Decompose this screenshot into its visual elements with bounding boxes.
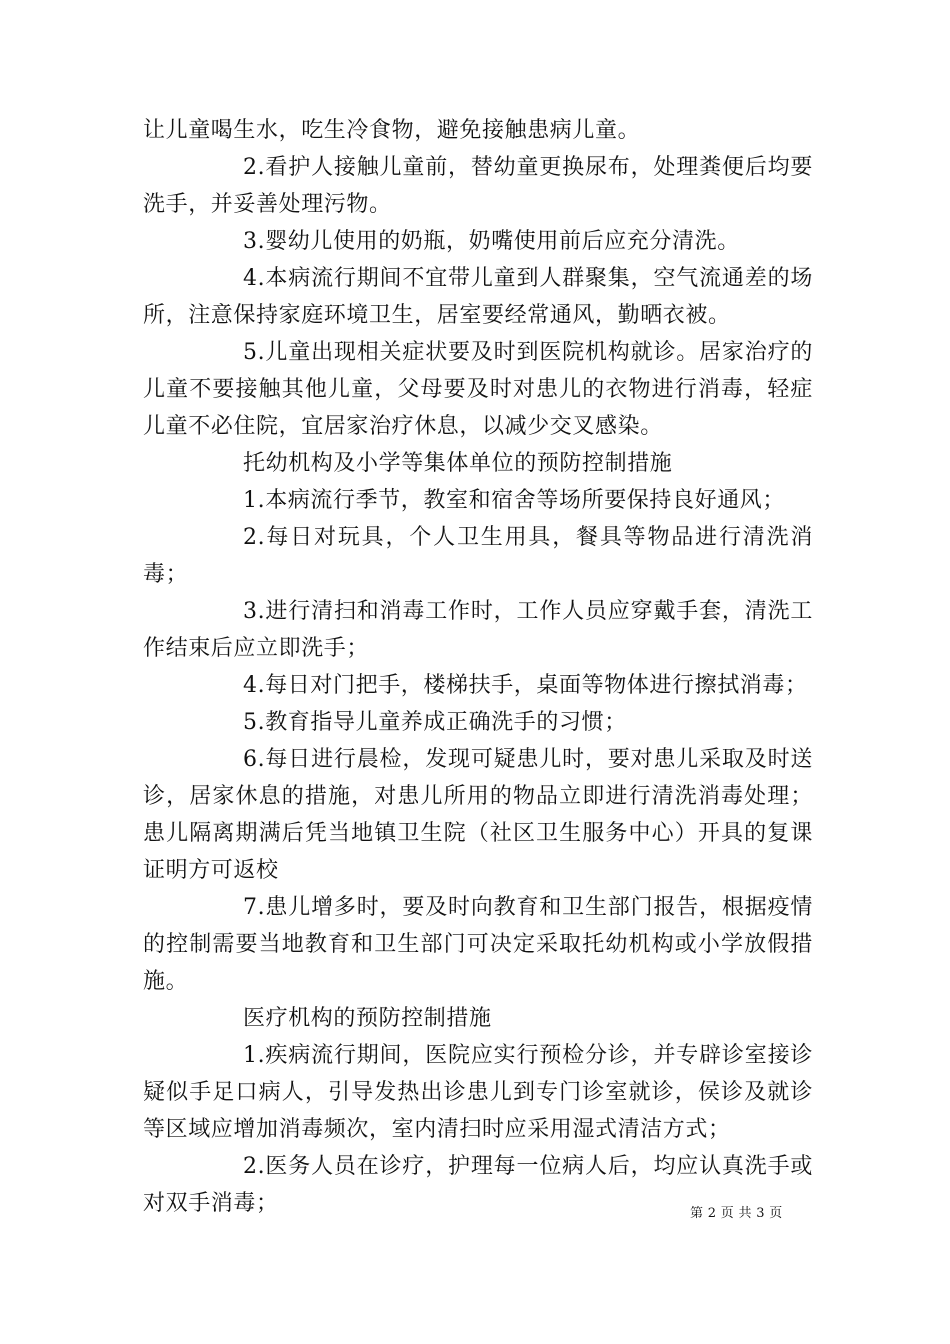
paragraph-3: 4.本病流行期间不宜带儿童到人群聚集，空气流通差的场所，注意保持家庭环境卫生，居室要经常通风，勤晒衣被。: [143, 266, 813, 328]
paragraph-11: 6.每日进行晨检，发现可疑患儿时，要对患儿采取及时送诊，居家休息的措施，对患儿所用的物品立即进行清洗消毒处理；患儿隔离期满后凭当地镇卫生院（社区卫生服务中心）开具的复课证明方可返校: [143, 747, 813, 883]
paragraph-15: 2.医务人员在诊疗，护理每一位病人后，均应认真洗手或对双手消毒；: [143, 1154, 813, 1216]
paragraph-4: 5.儿童出现相关症状要及时到医院机构就诊。居家治疗的儿童不要接触其他儿童，父母要及时对患儿的衣物进行消毒，轻症儿童不必住院，宜居家治疗休息，以减少交叉感染。: [143, 340, 813, 439]
paragraph-10: 5.教育指导儿童养成正确洗手的习惯；: [243, 710, 627, 735]
page-number-footer: 第 2 页 共 3 页: [690, 1206, 783, 1221]
paragraph-9: 4.每日对门把手，楼梯扶手，桌面等物体进行擦拭消毒；: [243, 673, 808, 698]
paragraph-14: 1.疾病流行期间，医院应实行预检分诊，并专辟诊室接诊疑似手足口病人，引导发热出诊患儿到专门诊室就诊，侯诊及就诊等区域应增加消毒频次，室内清扫时应采用湿式清洁方式；: [143, 1043, 813, 1142]
paragraph-0: 让儿童喝生水，吃生冷食物，避免接触患病儿童。: [143, 118, 641, 143]
paragraph-7: 2.每日对玩具，个人卫生用具，餐具等物品进行清洗消毒；: [143, 525, 813, 587]
paragraph-1: 2.看护人接触儿童前，替幼童更换尿布，处理粪便后均要洗手，并妥善处理污物。: [143, 155, 813, 217]
section-heading-childcare: 托幼机构及小学等集体单位的预防控制措施: [243, 451, 673, 476]
paragraph-2: 3.婴幼儿使用的奶瓶，奶嘴使用前后应充分清洗。: [243, 229, 740, 254]
paragraph-12: 7.患儿增多时，要及时向教育和卫生部门报告，根据疫情的控制需要当地教育和卫生部门可决定采取托幼机构或小学放假措施。: [143, 895, 813, 994]
paragraph-8: 3.进行清扫和消毒工作时，工作人员应穿戴手套，清洗工作结束后应立即洗手；: [143, 599, 813, 661]
section-heading-medical: 医疗机构的预防控制措施: [243, 1006, 492, 1031]
document-body: [143, 112, 813, 1222]
paragraph-6: 1.本病流行季节，教室和宿舍等场所要保持良好通风；: [243, 488, 785, 513]
